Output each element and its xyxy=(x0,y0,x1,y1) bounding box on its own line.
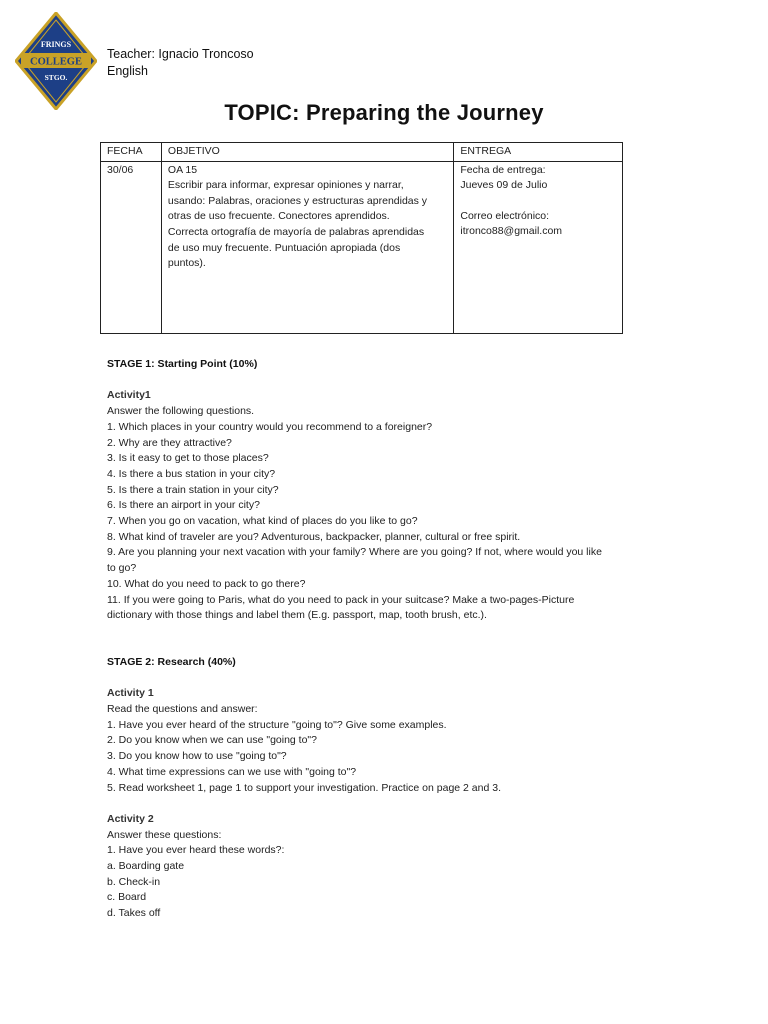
list-item: c. Board xyxy=(107,891,147,904)
table-row xyxy=(101,161,623,333)
list-item: 5. Is there a train station in your city? xyxy=(107,483,279,496)
stage1-intro: Answer the following questions. xyxy=(107,405,255,418)
page-title: TOPIC: Preparing the Journey xyxy=(224,100,544,125)
list-item: b. Check-in xyxy=(107,875,161,888)
list-item: 4. What time expressions can we use with "going to"? xyxy=(107,765,357,778)
header-fecha: FECHA xyxy=(101,143,162,162)
table-header-row xyxy=(101,143,623,162)
plan-table xyxy=(100,142,623,334)
list-item: to go? xyxy=(107,562,137,575)
objetivo-line: puntos). xyxy=(167,257,206,270)
objetivo-code: OA 15 xyxy=(167,163,198,176)
stage2-activity2-title: Activity 2 xyxy=(107,812,154,825)
list-item: 5. Read worksheet 1, page 1 to support your investigation. Practice on page 2 and 3. xyxy=(107,781,502,794)
list-item: 3. Do you know how to use "going to"? xyxy=(107,750,287,763)
fecha-value: 30/06 xyxy=(107,163,134,176)
stage1-title: STAGE 1: Starting Point (10%) xyxy=(107,358,258,370)
objetivo-line: de uso muy frecuente. Puntuación apropiada (dos xyxy=(167,241,401,254)
school-logo xyxy=(15,12,97,110)
list-item: 1. Which places in your country would you recommend to a foreigner? xyxy=(107,420,433,433)
stage2-title: STAGE 2: Research (40%) xyxy=(107,655,236,668)
worksheet-content xyxy=(107,357,687,922)
list-item: 11. If you were going to Paris, what do you need to pack in your suitcase? Make a two-pages-Picture xyxy=(107,593,575,606)
objetivo-line: Correcta ortografía de mayoría de palabras aprendidas xyxy=(167,225,425,238)
list-item: 2. Do you know when we can use "going to"? xyxy=(107,734,317,747)
list-item: 6. Is there an airport in your city? xyxy=(107,499,260,512)
subject: English xyxy=(107,64,148,78)
stage2-activity1-intro: Read the questions and answer: xyxy=(107,703,258,716)
stage2-activity2-intro: Answer these questions: xyxy=(107,828,222,841)
teacher-name: Teacher: Ignacio Troncoso xyxy=(107,47,254,61)
cell-entrega xyxy=(454,161,623,333)
cell-fecha xyxy=(101,161,162,333)
list-item: 7. When you go on vacation, what kind of places do you like to go? xyxy=(107,515,418,528)
objetivo-line: usando: Palabras, oraciones y estructuras aprendidas y xyxy=(167,194,428,207)
stage1-activity-title: Activity1 xyxy=(107,389,151,402)
objetivo-line: Escribir para informar, expresar opiniones y narrar, xyxy=(167,179,404,192)
list-item: a. Boarding gate xyxy=(107,860,185,873)
correo-label: Correo electrónico: xyxy=(460,209,550,222)
correo-email: itronco88@gmail.com xyxy=(460,225,563,238)
list-item: 3. Is it easy to get to those places? xyxy=(107,452,269,465)
list-item: 9. Are you planning your next vacation with your family? Where are you going? If not, where would you like xyxy=(107,546,602,559)
list-item: d. Takes off xyxy=(107,907,161,920)
objetivo-line: otras de uso frecuente. Conectores aprendidos. xyxy=(167,210,390,223)
entrega-date: Jueves 09 de Julio xyxy=(460,179,548,192)
list-item: 10. What do you need to pack to go there? xyxy=(107,577,306,590)
list-item: dictionary with those things and label them (E.g. passport, map, tooth brush, etc.). xyxy=(107,609,487,622)
list-item: 8. What kind of traveler are you? Adventurous, backpacker, planner, cultural or free spirit. xyxy=(107,530,521,543)
entrega-label: Fecha de entrega: xyxy=(460,163,546,176)
svg-text:COLLEGE: COLLEGE xyxy=(30,56,82,68)
header-entrega: ENTREGA xyxy=(454,143,623,162)
header-objetivo: OBJETIVO xyxy=(161,143,453,162)
svg-text:FRINGS: FRINGS xyxy=(40,40,72,49)
svg-text:STGO.: STGO. xyxy=(44,73,68,82)
list-item: 4. Is there a bus station in your city? xyxy=(107,467,276,480)
list-item: 2. Why are they attractive? xyxy=(107,436,232,449)
stage2-activity1-title: Activity 1 xyxy=(107,687,154,700)
teacher-info xyxy=(107,46,254,80)
list-item: 1. Have you ever heard these words?: xyxy=(107,844,285,857)
cell-objetivo xyxy=(161,161,453,333)
list-item: 1. Have you ever heard of the structure "going to"? Give some examples. xyxy=(107,718,447,731)
